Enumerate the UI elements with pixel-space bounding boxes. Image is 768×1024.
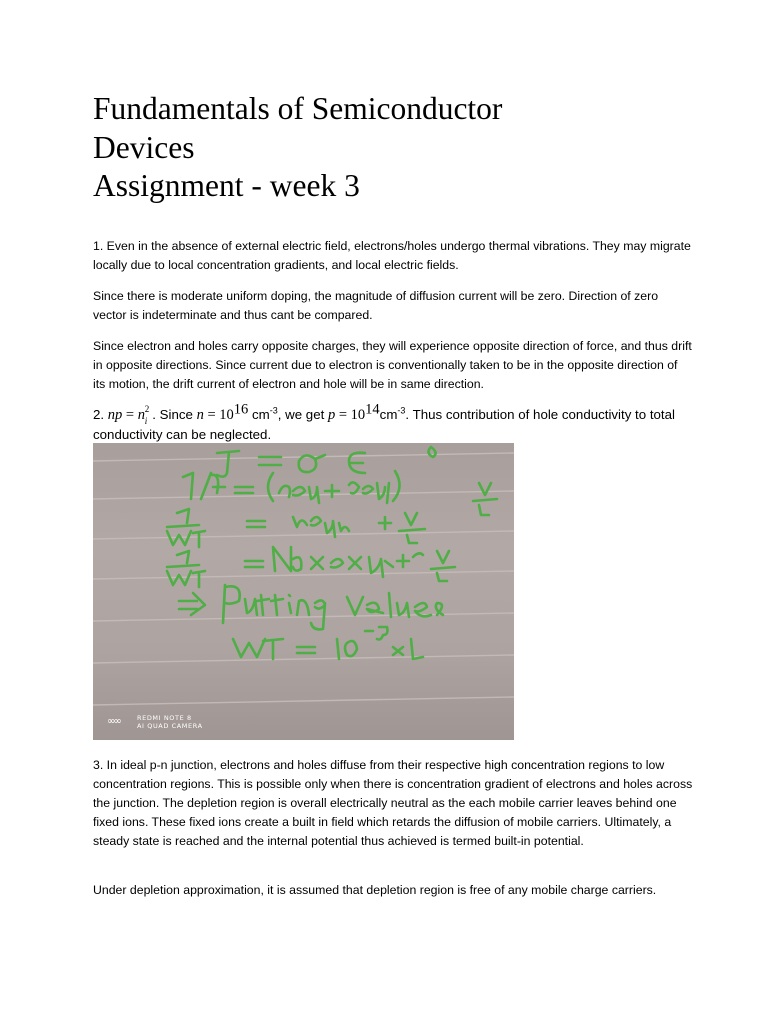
answer-1-paragraph-3: Since electron and holes carry opposite charges, they will experience opposite direction of force, and thus drift in opposite directions. Since current due to electron is conventionally taken to be in the opposite direction of its motion, the drift current of electron and hole will be in same direction.	[93, 339, 692, 391]
watermark-line-2: AI QUAD CAMERA	[137, 722, 203, 730]
q2-cm-2: cm	[379, 407, 398, 422]
q2-p-value: 10	[350, 407, 366, 423]
q2-n-value: 10	[219, 407, 234, 423]
q2-n-exp: 16	[233, 401, 249, 418]
q2-n-var: n	[196, 407, 204, 423]
camera-watermark	[107, 713, 257, 733]
q2-ni-sub: i	[144, 416, 148, 426]
q2-equals-1: =	[122, 407, 138, 423]
q2-tail: . Thus contribution of hole conductivity to total conductivity can be neglected.	[93, 407, 675, 442]
title-line-2: Devices	[93, 129, 195, 165]
q2-cm-2-exp: -3	[397, 405, 406, 416]
q2-equals-2: =	[203, 407, 220, 423]
answer-3-paragraph-2: Under depletion approximation, it is assumed that depletion region is free of any mobile charge carriers.	[93, 883, 657, 897]
document-title	[93, 90, 693, 206]
q2-since: . Since	[152, 407, 197, 422]
q2-cm-1-exp: -3	[269, 405, 278, 416]
answer-1-paragraph-2: Since there is moderate uniform doping, the magnitude of diffusion current will be zero. Direction of zero vector is indeterminate and thus cant be compared.	[93, 289, 659, 322]
q2-ni-sup: 2	[144, 404, 150, 414]
q2-ni-base: n	[137, 407, 145, 423]
answer-2-paragraph	[93, 401, 693, 444]
handwritten-notes-photo	[93, 443, 514, 740]
q2-p-var: p	[327, 407, 336, 423]
q2-we-get: , we get	[277, 407, 328, 422]
title-line-3: Assignment - week 3	[93, 168, 360, 203]
handwriting-drawing	[93, 443, 514, 740]
q2-cm-1: cm	[248, 407, 270, 422]
q2-np: np	[107, 407, 123, 423]
q2-equals-3: =	[335, 407, 351, 423]
answer-3-paragraph-1: 3. In ideal p-n junction, electrons and holes diffuse from their respective high concentration regions to low concentration regions. This is possible only when there is concentration gradient of electrons and holes across the junction. The depletion region is overall electrically neutral as the each mobile carrier leaves behind one fixed ions. These fixed ions create a built in field which retards the diffusion of mobile carriers. Ultimately, a steady state is reached and the internal potential thus achieved is termed built-in potential.	[93, 758, 693, 848]
q2-ni-squared	[138, 406, 153, 425]
q2-number: 2.	[93, 407, 105, 422]
watermark-line-1: REDMI NOTE 8	[137, 714, 192, 722]
answer-1-paragraph-1: 1. Even in the absence of external electric field, electrons/holes undergo thermal vibrations. They may migrate locally due to local concentration gradients, and local electric fields.	[93, 239, 691, 272]
camera-logo-icon: ∞∞	[107, 716, 120, 727]
q2-p-exp: 14	[365, 401, 380, 418]
title-line-1: Fundamentals of Semiconductor	[93, 91, 503, 126]
